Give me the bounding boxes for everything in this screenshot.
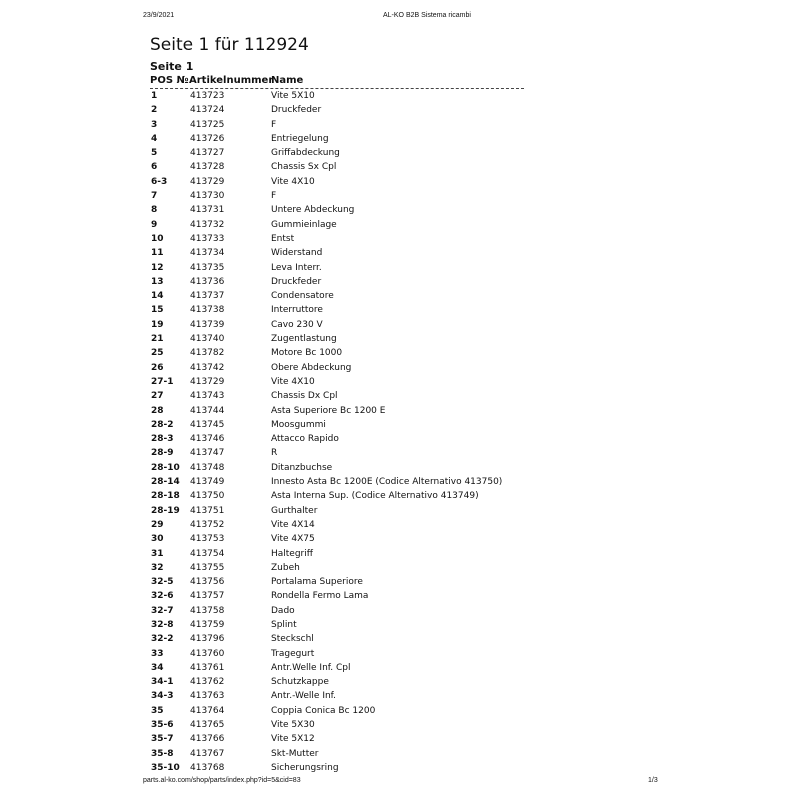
row-article-number: 413758 [190,605,225,616]
row-pos: 35-10 [151,762,180,773]
table-row [0,477,800,491]
row-part-name: Obere Abdeckung [271,362,352,373]
row-pos: 35-8 [151,748,174,759]
table-row [0,634,800,648]
table-row [0,391,800,405]
row-part-name: Vite 4X10 [271,376,315,387]
table-row [0,763,800,777]
row-article-number: 413745 [190,419,225,430]
row-part-name: R [271,448,278,459]
row-part-name: Vite 5X10 [271,91,315,101]
column-header-pos: POS № [150,75,189,86]
row-part-name: Gurthalter [271,505,318,516]
row-article-number: 413752 [190,519,225,530]
row-pos: 3 [151,119,158,130]
section-title: Seite 1 [150,60,194,73]
row-pos: 35-6 [151,720,174,731]
row-article-number: 413736 [190,276,225,287]
table-row [0,448,800,462]
row-part-name: Zubeh [271,562,300,573]
table-row [0,363,800,377]
row-pos: 32 [151,562,164,573]
row-article-number: 413737 [190,291,225,302]
row-pos: 28-19 [151,505,180,516]
row-article-number: 413723 [190,91,225,101]
row-part-name: Motore Bc 1000 [271,348,343,359]
table-row [0,120,800,134]
parts-table [0,91,800,777]
row-part-name: Vite 5X30 [271,720,315,731]
row-article-number: 413756 [190,577,225,588]
row-article-number: 413751 [190,505,225,516]
table-row [0,134,800,148]
row-pos: 28-2 [151,419,174,430]
row-article-number: 413763 [190,691,225,702]
row-part-name: Schutzkappe [271,677,329,688]
row-part-name: Vite 4X75 [271,534,315,545]
row-article-number: 413734 [190,248,225,259]
table-row [0,377,800,391]
row-article-number: 413740 [190,334,225,345]
row-article-number: 413724 [190,105,225,116]
table-row [0,205,800,219]
row-article-number: 413750 [190,491,225,502]
table-row [0,220,800,234]
table-row [0,406,800,420]
row-pos: 34-3 [151,691,174,702]
row-article-number: 413782 [190,348,225,359]
row-article-number: 413766 [190,734,225,745]
table-row [0,506,800,520]
table-row [0,277,800,291]
table-row [0,177,800,191]
row-part-name: Druckfeder [271,105,322,116]
row-part-name: Entriegelung [271,133,329,144]
row-pos: 34 [151,662,164,673]
row-pos: 14 [151,291,164,302]
row-pos: 32-7 [151,605,174,616]
row-article-number: 413738 [190,305,225,316]
row-article-number: 413732 [190,219,225,230]
row-part-name: Vite 5X12 [271,734,315,745]
row-article-number: 413753 [190,534,225,545]
row-part-name: Rondella Fermo Lama [271,591,369,602]
row-part-name: Splint [271,619,297,630]
table-row [0,749,800,763]
row-part-name: Tragegurt [271,648,315,659]
table-row [0,320,800,334]
row-pos: 32-8 [151,619,174,630]
row-part-name: Steckschl [271,634,314,645]
table-row [0,191,800,205]
table-row [0,334,800,348]
row-part-name: Widerstand [271,248,323,259]
row-part-name: Condensatore [271,291,334,302]
row-pos: 26 [151,362,164,373]
row-part-name: Coppia Conica Bc 1200 [271,705,376,716]
row-pos: 28-18 [151,491,180,502]
row-article-number: 413757 [190,591,225,602]
row-article-number: 413764 [190,705,225,716]
row-article-number: 413760 [190,648,225,659]
row-pos: 33 [151,648,164,659]
table-row [0,534,800,548]
row-pos: 30 [151,534,164,545]
table-row [0,234,800,248]
row-pos: 32-6 [151,591,174,602]
row-part-name: Untere Abdeckung [271,205,355,216]
row-part-name: F [271,119,277,130]
row-article-number: 413754 [190,548,225,559]
footer-url: parts.al-ko.com/shop/parts/index.php?id=5&cid=83 [143,777,301,784]
print-header-title: AL-KO B2B Sistema ricambi [383,12,471,19]
table-row [0,91,800,105]
row-article-number: 413759 [190,619,225,630]
row-part-name: Dado [271,605,295,616]
row-article-number: 413768 [190,762,225,773]
row-article-number: 413748 [190,462,225,473]
row-article-number: 413744 [190,405,225,416]
table-row [0,305,800,319]
table-row [0,420,800,434]
row-part-name: Vite 4X14 [271,519,315,530]
row-part-name: Haltegriff [271,548,313,559]
row-pos: 6 [151,162,158,173]
row-part-name: Druckfeder [271,276,322,287]
row-part-name: Attacco Rapido [271,434,339,445]
table-row [0,563,800,577]
row-pos: 25 [151,348,164,359]
row-pos: 29 [151,519,164,530]
row-article-number: 413796 [190,634,225,645]
row-pos: 31 [151,548,164,559]
table-row [0,706,800,720]
row-part-name: Gummieinlage [271,219,337,230]
table-row [0,591,800,605]
row-part-name: Griffabdeckung [271,148,340,159]
row-pos: 32-2 [151,634,174,645]
row-pos: 27-1 [151,376,174,387]
row-pos: 12 [151,262,164,273]
table-row [0,291,800,305]
row-pos: 9 [151,219,158,230]
row-part-name: Entst [271,233,295,244]
row-pos: 35 [151,705,164,716]
row-pos: 32-5 [151,577,174,588]
row-part-name: Vite 4X10 [271,176,315,187]
row-pos: 8 [151,205,158,216]
page-number: 1/3 [648,777,658,784]
row-pos: 15 [151,305,164,316]
row-pos: 4 [151,133,158,144]
row-part-name: Asta Superiore Bc 1200 E [271,405,386,416]
row-part-name: Skt-Mutter [271,748,319,759]
row-part-name: Antr.-Welle Inf. [271,691,337,702]
table-row [0,491,800,505]
row-part-name: Sicherungsring [271,762,339,773]
row-article-number: 413749 [190,477,225,488]
table-row [0,677,800,691]
row-article-number: 413727 [190,148,225,159]
row-article-number: 413755 [190,562,225,573]
table-row [0,620,800,634]
row-pos: 28-3 [151,434,174,445]
table-row [0,463,800,477]
row-article-number: 413743 [190,391,225,402]
table-row [0,263,800,277]
row-pos: 27 [151,391,164,402]
row-article-number: 413728 [190,162,225,173]
row-part-name: Asta Interna Sup. (Codice Alternativo 413749) [271,491,479,502]
table-row [0,248,800,262]
row-part-name: Zugentlastung [271,334,337,345]
header-divider [150,88,524,89]
row-article-number: 413762 [190,677,225,688]
row-part-name: Portalama Superiore [271,577,363,588]
row-article-number: 413731 [190,205,225,216]
print-date: 23/9/2021 [143,12,175,19]
row-pos: 28-9 [151,448,174,459]
row-part-name: Leva Interr. [271,262,322,273]
table-row [0,577,800,591]
table-row [0,691,800,705]
column-header-article: Artikelnummer [189,75,274,86]
row-pos: 28-14 [151,477,180,488]
row-pos: 1 [151,91,158,101]
row-article-number: 413765 [190,720,225,731]
row-pos: 35-7 [151,734,174,745]
row-pos: 11 [151,248,164,259]
row-pos: 10 [151,233,164,244]
table-row [0,148,800,162]
row-pos: 13 [151,276,164,287]
row-part-name: Moosgummi [271,419,326,430]
row-part-name: Chassis Dx Cpl [271,391,338,402]
row-article-number: 413767 [190,748,225,759]
table-row [0,162,800,176]
table-row [0,549,800,563]
row-pos: 28-10 [151,462,180,473]
table-row [0,663,800,677]
row-part-name: Innesto Asta Bc 1200E (Codice Alternativo 413750) [271,477,503,488]
row-article-number: 413742 [190,362,225,373]
row-part-name: Interruttore [271,305,323,316]
row-article-number: 413739 [190,319,225,330]
row-article-number: 413733 [190,233,225,244]
row-article-number: 413725 [190,119,225,130]
table-row [0,606,800,620]
row-pos: 2 [151,105,158,116]
row-part-name: Chassis Sx Cpl [271,162,337,173]
row-part-name: Cavo 230 V [271,319,323,330]
row-pos: 19 [151,319,164,330]
table-row [0,649,800,663]
table-row [0,434,800,448]
table-row [0,348,800,362]
row-part-name: Ditanzbuchse [271,462,333,473]
row-article-number: 413747 [190,448,225,459]
row-part-name: Antr.Welle Inf. Cpl [271,662,351,673]
row-article-number: 413746 [190,434,225,445]
row-pos: 7 [151,191,158,202]
row-article-number: 413729 [190,176,225,187]
row-article-number: 413735 [190,262,225,273]
row-pos: 28 [151,405,164,416]
row-pos: 5 [151,148,158,159]
table-row [0,520,800,534]
row-pos: 34-1 [151,677,174,688]
row-article-number: 413730 [190,191,225,202]
column-header-name: Name [271,75,304,86]
row-pos: 6-3 [151,176,168,187]
table-row [0,720,800,734]
row-article-number: 413726 [190,133,225,144]
row-article-number: 413761 [190,662,225,673]
table-row [0,734,800,748]
page-title: Seite 1 für 112924 [150,35,309,55]
row-article-number: 413729 [190,376,225,387]
row-pos: 21 [151,334,164,345]
row-part-name: F [271,191,277,202]
table-row [0,105,800,119]
